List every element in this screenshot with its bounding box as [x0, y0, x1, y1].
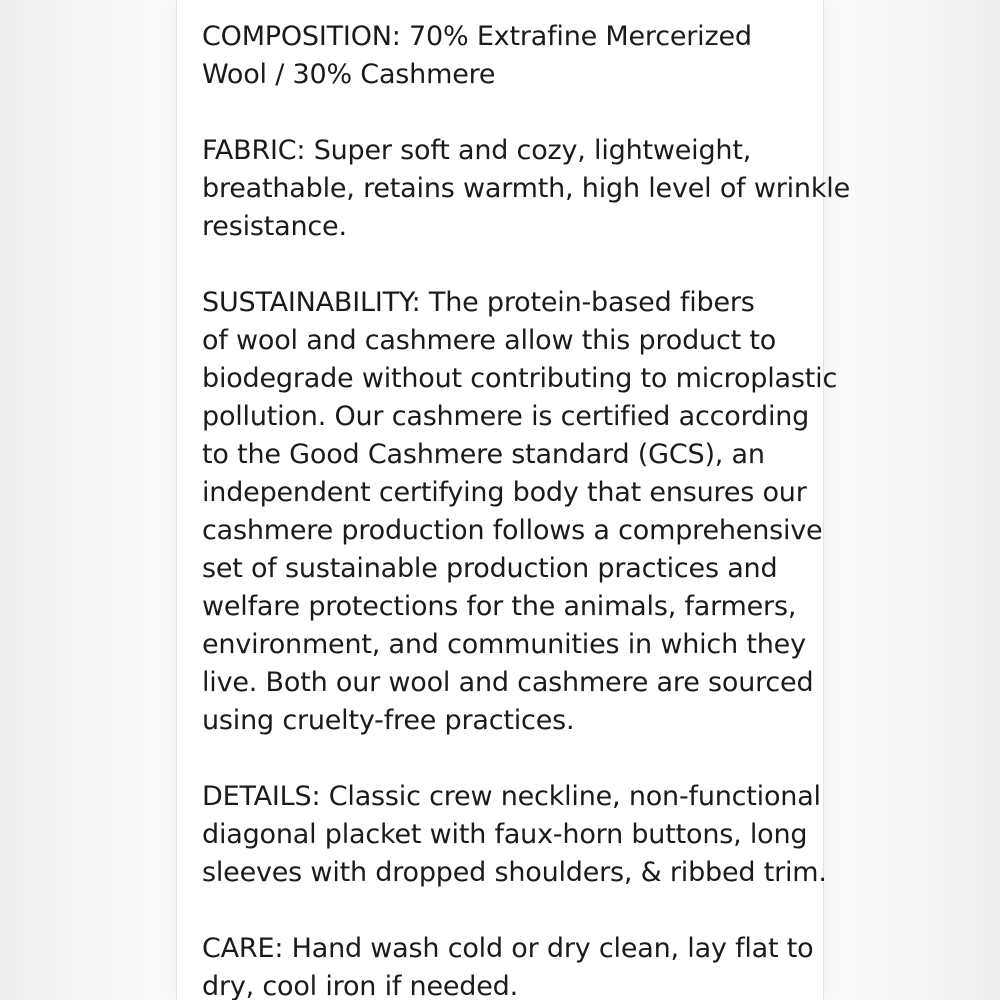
- details-line: diagonal placket with faux-horn buttons, long: [202, 819, 808, 850]
- sustainability-line: pollution. Our cashmere is certified according: [202, 401, 810, 432]
- fabric-section: [202, 132, 850, 246]
- sustainability-line: using cruelty-free practices.: [202, 705, 575, 736]
- sustainability-line: set of sustainable production practices and: [202, 553, 778, 584]
- sustainability-section: [202, 284, 838, 740]
- composition-section: [202, 18, 802, 94]
- sustainability-line: cashmere production follows a comprehensive: [202, 515, 823, 546]
- details-line: DETAILS: Classic crew neckline, non-functional: [202, 781, 821, 812]
- fabric-line: breathable, retains warmth, high level of wrinkle: [202, 173, 850, 204]
- fabric-line: resistance.: [202, 211, 347, 242]
- sustainability-line: welfare protections for the animals, farmers,: [202, 591, 797, 622]
- composition-line: Wool / 30% Cashmere: [202, 59, 496, 90]
- sustainability-line: environment, and communities in which they: [202, 629, 806, 660]
- care-line: dry, cool iron if needed.: [202, 971, 518, 1000]
- sustainability-line: of wool and cashmere allow this product to: [202, 325, 777, 356]
- sustainability-line: live. Both our wool and cashmere are sourced: [202, 667, 814, 698]
- care-line: CARE: Hand wash cold or dry clean, lay flat to: [202, 933, 814, 964]
- product-description-panel: [176, 0, 850, 1000]
- sustainability-line: biodegrade without contributing to microplastic: [202, 363, 838, 394]
- sustainability-line: SUSTAINABILITY: The protein-based fibers: [202, 287, 755, 318]
- product-description-text: [202, 18, 850, 1000]
- sustainability-line: independent certifying body that ensures our: [202, 477, 807, 508]
- fabric-line: FABRIC: Super soft and cozy, lightweight,: [202, 135, 752, 166]
- sustainability-line: to the Good Cashmere standard (GCS), an: [202, 439, 765, 470]
- composition-line: COMPOSITION: 70% Extrafine Mercerized: [202, 21, 752, 52]
- details-section: [202, 778, 827, 892]
- details-line: sleeves with dropped shoulders, & ribbed trim.: [202, 857, 827, 888]
- care-section: [202, 930, 814, 1000]
